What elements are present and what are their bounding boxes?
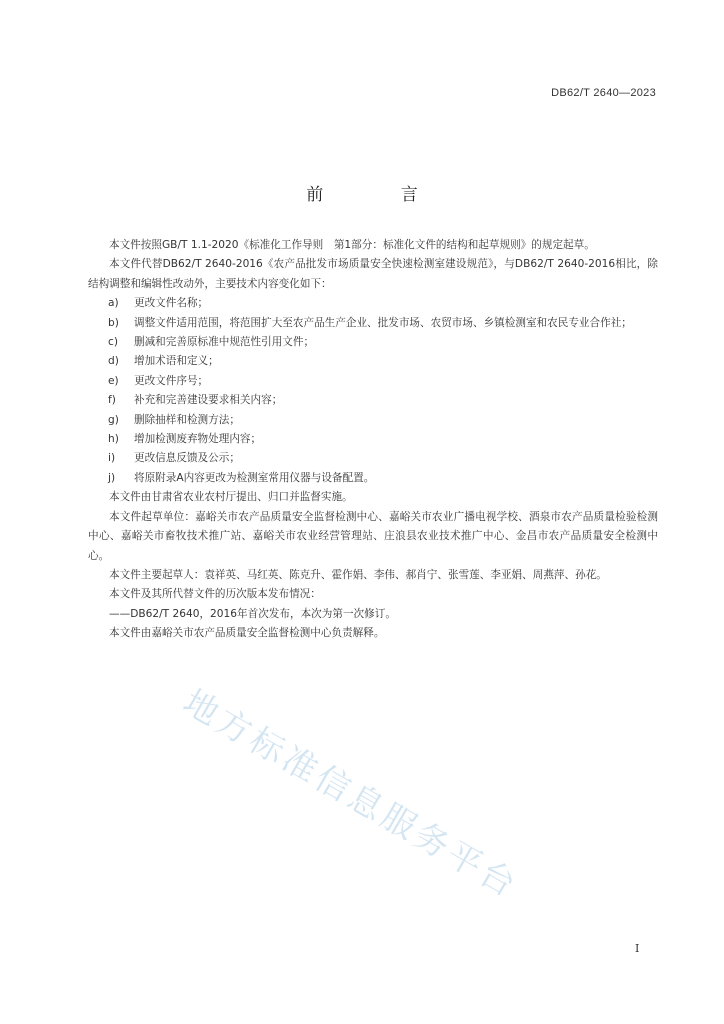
list-marker: j) — [108, 471, 116, 484]
paragraph-proposer: 本文件由甘肃省农业农村厅提出、归口并监督实施。 — [109, 491, 353, 504]
list-item — [88, 449, 658, 468]
list-text: 删除抽样和检测方法； — [134, 413, 240, 426]
list-text: 增加检测废弃物处理内容； — [134, 433, 262, 446]
paragraph-interpretation: 本文件由嘉峪关市农产品质量安全监督检测中心负责解释。 — [109, 627, 385, 640]
list-marker: e) — [108, 374, 119, 387]
list-item — [88, 352, 658, 371]
list-marker: f) — [108, 394, 116, 407]
list-item — [88, 469, 658, 488]
list-marker: d) — [108, 355, 119, 368]
list-text: 将原附录A内容更改为检测室常用仪器与设备配置。 — [134, 471, 375, 484]
list-text: 增加术语和定义； — [134, 355, 219, 368]
page-number: I — [635, 942, 640, 955]
paragraph-history-entry: ——DB62/T 2640，2016年首次发布，本次为第一次修订。 — [109, 607, 396, 620]
list-marker: a) — [108, 297, 119, 310]
list-text: 调整文件适用范围，将范围扩大至农产品生产企业、批发市场、农贸市场、乡镇检测室和农民专业合作社； — [134, 316, 632, 329]
list-text: 删减和完善原标准中规范性引用文件； — [134, 336, 315, 349]
list-marker: b) — [108, 316, 119, 329]
list-marker: c) — [108, 336, 118, 349]
list-item — [88, 411, 658, 430]
paragraph-drafting-rules: 本文件按照GB/T 1.1-2020《标准化工作导则 第1部分：标准化文件的结构和起草规则》的规定起草。 — [109, 239, 595, 251]
paragraph-drafters: 本文件主要起草人：袁祥英、马红英、陈克升、霍作娟、李伟、郝肖宁、张雪莲、李亚娟、周燕萍、孙花。 — [109, 568, 607, 581]
list-item — [88, 294, 658, 313]
list-text: 更改文件名称； — [134, 297, 209, 310]
list-text: 更改信息反馈及公示； — [134, 452, 240, 465]
list-text: 更改文件序号； — [134, 374, 209, 387]
list-item — [88, 391, 658, 410]
paragraph-drafting-units: 本文件起草单位：嘉峪关市农产品质量安全监督检测中心、嘉峪关市农业广播电视学校、酒泉市农产品质量检验检测中心、嘉峪关市畜牧技术推广站、嘉峪关市农业经营管理站、庄浪县农业技术推广中心、金昌市农产品质量安全检测中心。 — [88, 510, 658, 562]
watermark: 地方标准信息服务平台 — [176, 682, 526, 907]
list-item — [88, 430, 658, 449]
list-marker: i) — [108, 452, 116, 465]
list-text: 补充和完善建设要求相关内容； — [134, 394, 283, 407]
paragraph-history-intro: 本文件及其所代替文件的历次版本发布情况： — [109, 588, 321, 601]
list-item — [88, 372, 658, 391]
change-list — [88, 294, 658, 488]
document-body — [88, 236, 658, 644]
page-title: 前 言 — [306, 185, 454, 205]
document-code: DB62/T 2640—2023 — [551, 87, 656, 99]
list-item — [88, 333, 658, 352]
list-marker: h) — [108, 433, 119, 446]
paragraph-replacement: 本文件代替DB62/T 2640-2016《农产品批发市场质量安全快速检测室建设规范》，与DB62/T 2640-2016相比，除结构调整和编辑性改动外，主要技术内容变化如下： — [88, 258, 658, 290]
list-marker: g) — [108, 413, 119, 426]
list-item — [88, 314, 658, 333]
